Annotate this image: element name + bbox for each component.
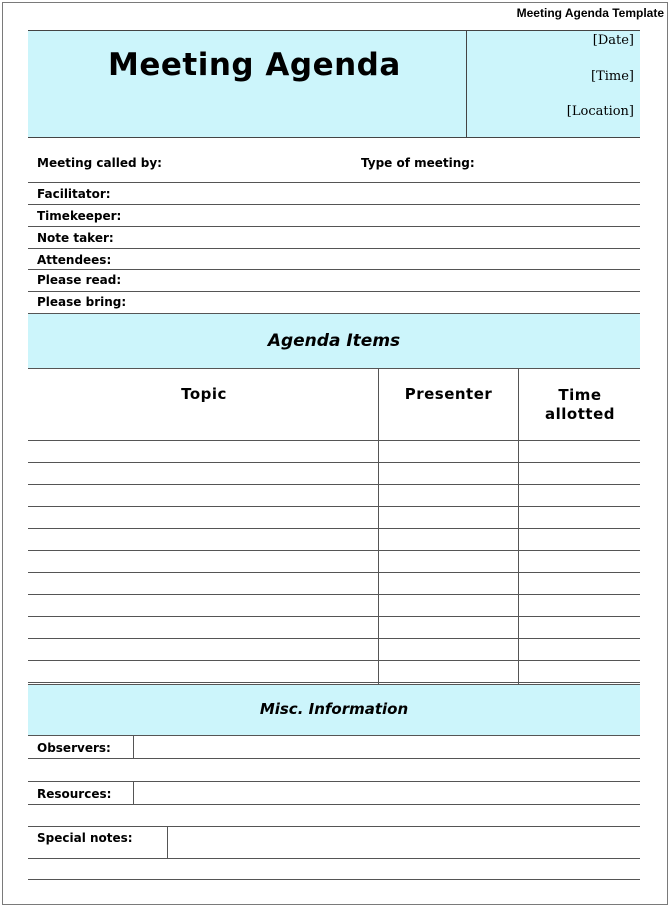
table-row[interactable] xyxy=(28,595,640,617)
divider xyxy=(28,226,640,227)
field-input[interactable] xyxy=(130,292,640,310)
field-label: Facilitator: xyxy=(37,187,111,201)
table-row[interactable] xyxy=(28,529,640,551)
meeting-called-by-label: Meeting called by: xyxy=(37,156,162,170)
table-row[interactable] xyxy=(28,661,640,683)
location-placeholder[interactable]: [Location] xyxy=(566,104,634,119)
field-label: Please read: xyxy=(37,273,122,287)
column-divider xyxy=(518,369,519,684)
divider xyxy=(28,204,640,205)
resources-label: Resources: xyxy=(37,787,112,801)
divider xyxy=(28,182,640,183)
agenda-items-title: Agenda Items xyxy=(267,331,401,351)
special-notes-field[interactable] xyxy=(168,827,640,857)
column-divider xyxy=(378,369,379,684)
field-input[interactable] xyxy=(130,206,640,224)
time-allotted-column-header: Time allotted xyxy=(545,386,615,423)
field-input[interactable] xyxy=(130,184,640,202)
divider xyxy=(28,248,640,249)
header-banner xyxy=(28,30,640,138)
field-input[interactable] xyxy=(130,270,640,288)
presenter-column-header: Presenter xyxy=(404,385,493,403)
field-label: Timekeeper: xyxy=(37,209,122,223)
field-label: Please bring: xyxy=(37,295,127,309)
topic-column-header: Topic xyxy=(181,385,227,403)
field-label: Attendees: xyxy=(37,253,112,267)
header-divider xyxy=(466,31,467,138)
template-title: Meeting Agenda Template xyxy=(516,6,664,20)
divider xyxy=(28,781,640,782)
field-input[interactable] xyxy=(130,250,640,268)
misc-information-header xyxy=(28,684,640,736)
time-placeholder[interactable]: [Time] xyxy=(591,69,634,84)
table-row[interactable] xyxy=(28,573,640,595)
observers-label: Observers: xyxy=(37,741,111,755)
table-row[interactable] xyxy=(28,441,640,463)
date-placeholder[interactable]: [Date] xyxy=(592,33,634,48)
divider xyxy=(28,858,640,859)
agenda-items-header xyxy=(28,313,640,369)
special-notes-label: Special notes: xyxy=(37,831,133,845)
divider xyxy=(28,879,640,880)
observers-field[interactable] xyxy=(134,737,640,757)
table-row[interactable] xyxy=(28,551,640,573)
misc-information-title: Misc. Information xyxy=(259,700,409,718)
divider xyxy=(28,804,640,805)
divider xyxy=(28,758,640,759)
field-label: Note taker: xyxy=(37,231,114,245)
table-row[interactable] xyxy=(28,507,640,529)
meeting-type-label: Type of meeting: xyxy=(361,156,475,170)
page-title: Meeting Agenda xyxy=(108,47,401,83)
table-row[interactable] xyxy=(28,639,640,661)
resources-field[interactable] xyxy=(134,783,640,803)
table-row[interactable] xyxy=(28,485,640,507)
field-input[interactable] xyxy=(130,228,640,246)
table-row[interactable] xyxy=(28,463,640,485)
table-row[interactable] xyxy=(28,617,640,639)
